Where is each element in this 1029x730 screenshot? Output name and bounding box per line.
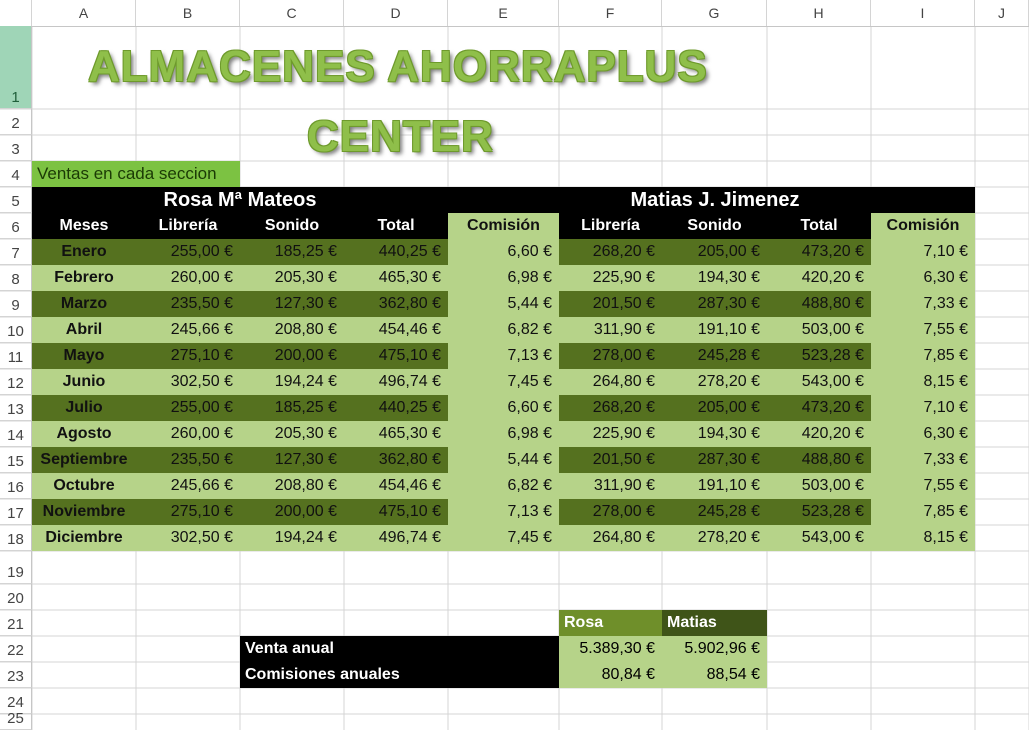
value-cell[interactable]: 5,44 € xyxy=(448,447,559,473)
value-cell[interactable]: 488,80 € xyxy=(767,291,871,317)
summary-matias-header[interactable]: Matias xyxy=(662,610,767,636)
value-cell[interactable]: 488,80 € xyxy=(767,447,871,473)
header-5[interactable]: Comisión xyxy=(448,213,559,239)
row-header-6[interactable]: 6 xyxy=(0,213,32,239)
value-cell[interactable]: 264,80 € xyxy=(559,369,662,395)
value-cell[interactable]: 201,50 € xyxy=(559,447,662,473)
matias-comision-anual[interactable]: 88,54 € xyxy=(662,662,767,688)
row-header-8[interactable]: 8 xyxy=(0,265,32,291)
value-cell[interactable]: 278,00 € xyxy=(559,499,662,525)
value-cell[interactable]: 7,85 € xyxy=(871,499,975,525)
month-cell[interactable]: Febrero xyxy=(32,265,136,291)
value-cell[interactable]: 503,00 € xyxy=(767,317,871,343)
value-cell[interactable]: 465,30 € xyxy=(344,421,448,447)
value-cell[interactable]: 191,10 € xyxy=(662,317,767,343)
value-cell[interactable]: 275,10 € xyxy=(136,499,240,525)
value-cell[interactable]: 194,24 € xyxy=(240,525,344,551)
month-cell[interactable]: Marzo xyxy=(32,291,136,317)
venta-anual-label[interactable]: Venta anual xyxy=(240,636,559,662)
row-header-11[interactable]: 11 xyxy=(0,343,32,369)
value-cell[interactable]: 454,46 € xyxy=(344,317,448,343)
value-cell[interactable]: 543,00 € xyxy=(767,369,871,395)
month-cell[interactable]: Mayo xyxy=(32,343,136,369)
value-cell[interactable]: 8,15 € xyxy=(871,525,975,551)
header-1[interactable]: Meses xyxy=(32,213,136,239)
summary-rosa-header[interactable]: Rosa xyxy=(559,610,662,636)
header-8[interactable]: Total xyxy=(767,213,871,239)
column-header-j[interactable]: J xyxy=(975,0,1029,26)
rosa-venta-anual[interactable]: 5.389,30 € xyxy=(559,636,662,662)
column-header-e[interactable]: E xyxy=(448,0,559,26)
header-3[interactable]: Sonido xyxy=(240,213,344,239)
row-header-1[interactable]: 1 xyxy=(0,26,32,109)
header-6[interactable]: Librería xyxy=(559,213,662,239)
value-cell[interactable]: 7,33 € xyxy=(871,447,975,473)
row-header-17[interactable]: 17 xyxy=(0,499,32,525)
value-cell[interactable]: 194,30 € xyxy=(662,421,767,447)
value-cell[interactable]: 260,00 € xyxy=(136,265,240,291)
value-cell[interactable]: 6,30 € xyxy=(871,265,975,291)
value-cell[interactable]: 7,55 € xyxy=(871,473,975,499)
month-cell[interactable]: Julio xyxy=(32,395,136,421)
value-cell[interactable]: 6,98 € xyxy=(448,421,559,447)
row-header-12[interactable]: 12 xyxy=(0,369,32,395)
row-header-5[interactable]: 5 xyxy=(0,187,32,213)
value-cell[interactable]: 6,30 € xyxy=(871,421,975,447)
value-cell[interactable]: 311,90 € xyxy=(559,317,662,343)
value-cell[interactable]: 185,25 € xyxy=(240,239,344,265)
value-cell[interactable]: 7,10 € xyxy=(871,395,975,421)
value-cell[interactable]: 268,20 € xyxy=(559,395,662,421)
row-header-19[interactable]: 19 xyxy=(0,551,32,584)
value-cell[interactable]: 6,82 € xyxy=(448,473,559,499)
value-cell[interactable]: 264,80 € xyxy=(559,525,662,551)
row-header-14[interactable]: 14 xyxy=(0,421,32,447)
value-cell[interactable]: 127,30 € xyxy=(240,447,344,473)
row-header-18[interactable]: 18 xyxy=(0,525,32,551)
month-cell[interactable]: Junio xyxy=(32,369,136,395)
row-header-13[interactable]: 13 xyxy=(0,395,32,421)
value-cell[interactable]: 7,55 € xyxy=(871,317,975,343)
row-header-23[interactable]: 23 xyxy=(0,662,32,688)
value-cell[interactable]: 235,50 € xyxy=(136,291,240,317)
value-cell[interactable]: 7,13 € xyxy=(448,499,559,525)
sheet-title-line2: CENTER xyxy=(307,112,494,161)
value-cell[interactable]: 225,90 € xyxy=(559,421,662,447)
value-cell[interactable]: 543,00 € xyxy=(767,525,871,551)
row-header-2[interactable]: 2 xyxy=(0,109,32,135)
value-cell[interactable]: 205,30 € xyxy=(240,421,344,447)
person1-name[interactable]: Rosa Mª Mateos xyxy=(32,187,448,213)
value-cell[interactable]: 255,00 € xyxy=(136,239,240,265)
value-cell[interactable]: 5,44 € xyxy=(448,291,559,317)
value-cell[interactable]: 420,20 € xyxy=(767,265,871,291)
person2-name[interactable]: Matias J. Jimenez xyxy=(559,187,871,213)
value-cell[interactable]: 245,66 € xyxy=(136,473,240,499)
value-cell[interactable]: 208,80 € xyxy=(240,473,344,499)
value-cell[interactable]: 201,50 € xyxy=(559,291,662,317)
select-all-corner[interactable] xyxy=(0,0,32,26)
value-cell[interactable]: 440,25 € xyxy=(344,395,448,421)
header-9[interactable]: Comisión xyxy=(871,213,975,239)
value-cell[interactable]: 127,30 € xyxy=(240,291,344,317)
value-cell[interactable]: 8,15 € xyxy=(871,369,975,395)
value-cell[interactable]: 278,00 € xyxy=(559,343,662,369)
matias-venta-anual[interactable]: 5.902,96 € xyxy=(662,636,767,662)
header-7[interactable]: Sonido xyxy=(662,213,767,239)
value-cell[interactable]: 496,74 € xyxy=(344,369,448,395)
value-cell[interactable]: 362,80 € xyxy=(344,447,448,473)
value-cell[interactable]: 7,33 € xyxy=(871,291,975,317)
value-cell[interactable]: 275,10 € xyxy=(136,343,240,369)
value-cell[interactable]: 287,30 € xyxy=(662,447,767,473)
value-cell[interactable]: 311,90 € xyxy=(559,473,662,499)
value-cell[interactable]: 6,60 € xyxy=(448,395,559,421)
value-cell[interactable]: 473,20 € xyxy=(767,395,871,421)
section-label[interactable]: Ventas en cada seccion xyxy=(32,161,240,187)
column-header-a[interactable]: A xyxy=(32,0,136,26)
column-header-i[interactable]: I xyxy=(871,0,975,26)
value-cell[interactable]: 245,66 € xyxy=(136,317,240,343)
value-cell[interactable]: 523,28 € xyxy=(767,499,871,525)
value-cell[interactable]: 208,80 € xyxy=(240,317,344,343)
value-cell[interactable]: 245,28 € xyxy=(662,499,767,525)
header-2[interactable]: Librería xyxy=(136,213,240,239)
month-cell[interactable]: Agosto xyxy=(32,421,136,447)
row-header-21[interactable]: 21 xyxy=(0,610,32,636)
value-cell[interactable]: 200,00 € xyxy=(240,499,344,525)
value-cell[interactable]: 245,28 € xyxy=(662,343,767,369)
comisiones-anuales-label[interactable]: Comisiones anuales xyxy=(240,662,559,688)
value-cell[interactable]: 7,85 € xyxy=(871,343,975,369)
row-header-15[interactable]: 15 xyxy=(0,447,32,473)
column-header-d[interactable]: D xyxy=(344,0,448,26)
column-header-c[interactable]: C xyxy=(240,0,344,26)
value-cell[interactable]: 473,20 € xyxy=(767,239,871,265)
value-cell[interactable]: 200,00 € xyxy=(240,343,344,369)
value-cell[interactable]: 7,45 € xyxy=(448,369,559,395)
value-cell[interactable]: 302,50 € xyxy=(136,369,240,395)
value-cell[interactable]: 420,20 € xyxy=(767,421,871,447)
value-cell[interactable]: 465,30 € xyxy=(344,265,448,291)
month-cell[interactable]: Octubre xyxy=(32,473,136,499)
value-cell[interactable]: 260,00 € xyxy=(136,421,240,447)
value-cell[interactable]: 287,30 € xyxy=(662,291,767,317)
value-cell[interactable]: 194,30 € xyxy=(662,265,767,291)
value-cell[interactable]: 278,20 € xyxy=(662,525,767,551)
value-cell[interactable]: 7,13 € xyxy=(448,343,559,369)
value-cell[interactable]: 475,10 € xyxy=(344,343,448,369)
value-cell[interactable]: 6,82 € xyxy=(448,317,559,343)
header-4[interactable]: Total xyxy=(344,213,448,239)
value-cell[interactable]: 523,28 € xyxy=(767,343,871,369)
value-cell[interactable]: 205,00 € xyxy=(662,239,767,265)
month-cell[interactable]: Enero xyxy=(32,239,136,265)
value-cell[interactable]: 194,24 € xyxy=(240,369,344,395)
value-cell[interactable]: 235,50 € xyxy=(136,447,240,473)
column-header-f[interactable]: F xyxy=(559,0,662,26)
value-cell[interactable]: 454,46 € xyxy=(344,473,448,499)
value-cell[interactable]: 255,00 € xyxy=(136,395,240,421)
column-header-g[interactable]: G xyxy=(662,0,767,26)
value-cell[interactable]: 268,20 € xyxy=(559,239,662,265)
value-cell[interactable]: 278,20 € xyxy=(662,369,767,395)
value-cell[interactable]: 503,00 € xyxy=(767,473,871,499)
value-cell[interactable]: 205,30 € xyxy=(240,265,344,291)
row-header-10[interactable]: 10 xyxy=(0,317,32,343)
row-header-20[interactable]: 20 xyxy=(0,584,32,610)
row-header-3[interactable]: 3 xyxy=(0,135,32,161)
value-cell[interactable]: 496,74 € xyxy=(344,525,448,551)
row-header-16[interactable]: 16 xyxy=(0,473,32,499)
row-header-7[interactable]: 7 xyxy=(0,239,32,265)
sheet-title-line1: ALMACENES AHORRAPLUS xyxy=(88,42,708,91)
column-header-b[interactable]: B xyxy=(136,0,240,26)
value-cell[interactable]: 6,60 € xyxy=(448,239,559,265)
row-header-22[interactable]: 22 xyxy=(0,636,32,662)
month-cell[interactable]: Abril xyxy=(32,317,136,343)
month-cell[interactable]: Noviembre xyxy=(32,499,136,525)
value-cell[interactable]: 205,00 € xyxy=(662,395,767,421)
value-cell[interactable]: 191,10 € xyxy=(662,473,767,499)
value-cell[interactable]: 185,25 € xyxy=(240,395,344,421)
value-cell[interactable]: 6,98 € xyxy=(448,265,559,291)
value-cell[interactable]: 302,50 € xyxy=(136,525,240,551)
value-cell[interactable]: 475,10 € xyxy=(344,499,448,525)
value-cell[interactable]: 440,25 € xyxy=(344,239,448,265)
column-header-bar xyxy=(0,0,1029,27)
row-header-24[interactable]: 24 xyxy=(0,688,32,714)
month-cell[interactable]: Diciembre xyxy=(32,525,136,551)
row-header-9[interactable]: 9 xyxy=(0,291,32,317)
row-header-4[interactable]: 4 xyxy=(0,161,32,187)
month-cell[interactable]: Septiembre xyxy=(32,447,136,473)
value-cell[interactable]: 7,45 € xyxy=(448,525,559,551)
row-header-25[interactable]: 25 xyxy=(0,714,32,730)
value-cell[interactable]: 362,80 € xyxy=(344,291,448,317)
value-cell[interactable]: 7,10 € xyxy=(871,239,975,265)
column-header-h[interactable]: H xyxy=(767,0,871,26)
rosa-comision-anual[interactable]: 80,84 € xyxy=(559,662,662,688)
value-cell[interactable]: 225,90 € xyxy=(559,265,662,291)
